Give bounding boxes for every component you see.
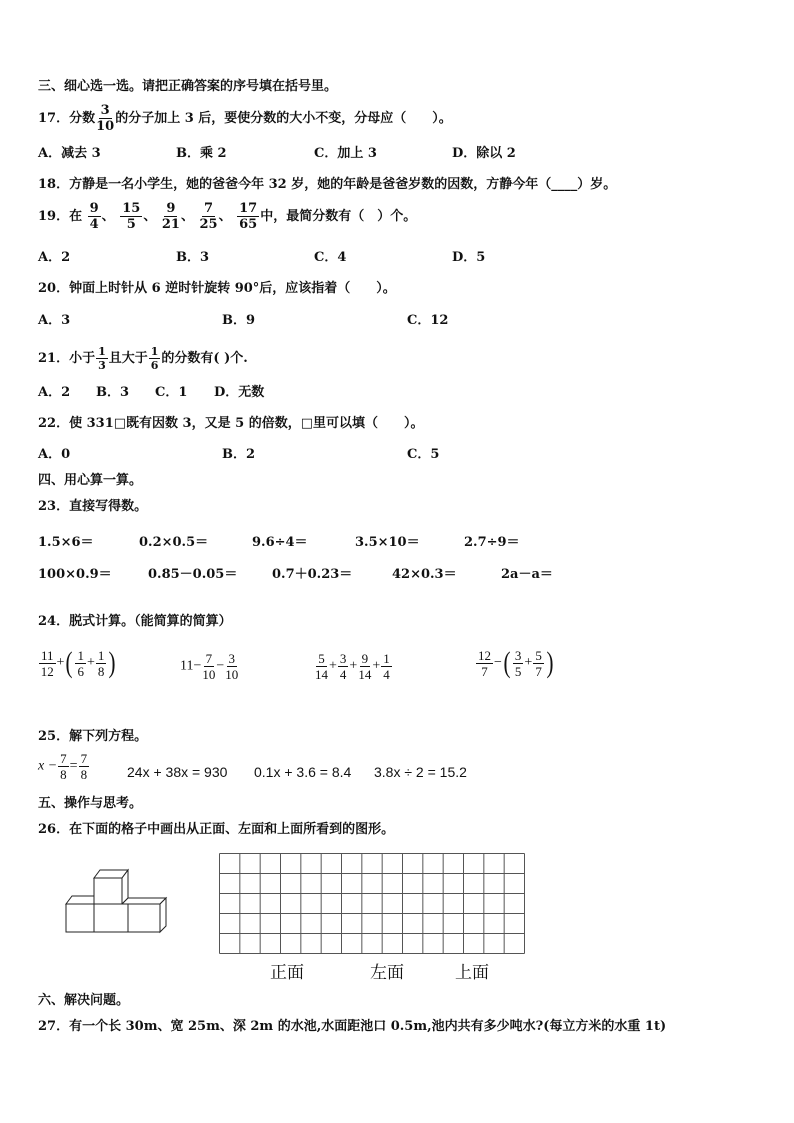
- q22-option-b: B．2: [222, 447, 256, 462]
- section-5-heading: 五、操作与思考。: [38, 796, 143, 811]
- question-20: 20．钟面上时针从 6 逆时针旋转 90°后，应该指着（ ）。: [38, 281, 396, 296]
- question-24-title: 24．脱式计算。（能简算的简算）: [38, 614, 232, 629]
- expression-24-1: $\frac{11}{12}$ +( $\frac{1}{6}$ + $\frac{1}{8}$ ): [40, 646, 116, 679]
- q19-option-d: D．5: [452, 250, 486, 265]
- q19-option-a: A．2: [38, 250, 71, 265]
- q17-option-d: D．除以 2: [452, 146, 516, 161]
- equation-25-2: 24x + 38x = 930: [127, 764, 228, 780]
- calc-item: 2a－a＝: [501, 567, 553, 582]
- q21-option-b: B．3: [96, 385, 130, 400]
- equation-25-1: x − $\frac{7}{8}$ = $\frac{7}{8}$: [38, 751, 88, 782]
- equation-25-4: 3.8x ÷ 2 = 15.2: [374, 764, 467, 780]
- section-3-heading: 三、细心选一选。请把正确答案的序号填在括号里。: [38, 79, 338, 94]
- label-left-view: 左面: [370, 963, 404, 983]
- q19-option-c: C．4: [314, 250, 347, 265]
- q20-option-b: B．9: [222, 313, 256, 328]
- section-6-heading: 六、解决问题。: [38, 993, 130, 1008]
- section-4-heading: 四、用心算一算。: [38, 473, 143, 488]
- expression-24-2: 11− $\frac{7}{10}$ − $\frac{3}{10}$: [180, 651, 239, 682]
- question-21: 21．小于 $\frac{1}{3}$ 且大于 $\frac{1}{6}$ 的分数有( )个.: [38, 345, 248, 372]
- question-17: 17．分数 $\frac{3}{10}$ 的分子加上 3 后，要使分数的大小不变，分母应（ ）。: [38, 103, 452, 134]
- q21-option-c: C．1: [155, 385, 188, 400]
- calc-item: 1.5×6＝: [38, 535, 94, 550]
- q17-option-c: C．加上 3: [314, 146, 377, 161]
- q17-option-b: B．乘 2: [176, 146, 227, 161]
- equation-25-3: 0.1x + 3.6 = 8.4: [254, 764, 352, 780]
- question-25-title: 25．解下列方程。: [38, 729, 148, 744]
- q17-option-a: A．减去 3: [38, 146, 101, 161]
- question-27: 27．有一个长 30m、宽 25m、深 2m 的水池,水面距池口 0.5m,池内共有多少吨水?(每立方米的水重 1t): [38, 1019, 667, 1034]
- calc-item: 0.7＋0.23＝: [272, 567, 353, 582]
- drawing-grid[interactable]: [219, 853, 525, 954]
- calc-item: 0.85－0.05＝: [148, 567, 238, 582]
- calc-item: 42×0.3＝: [392, 567, 457, 582]
- calc-item: 0.2×0.5＝: [139, 535, 209, 550]
- expression-24-4: $\frac{12}{7}$ −( $\frac{3}{5}$ + $\frac{5}{7}$ ): [478, 646, 554, 679]
- cube-figure: [60, 866, 170, 938]
- q20-option-a: A．3: [38, 313, 71, 328]
- question-19: 19．在 $\frac{9}{4}$ 、 $\frac{15}{5}$ 、 $\frac{9}{21}$ 、 $\frac{7}{25}$ 、 $\frac{17}{65}$ 中，最简分数有（ ）个。: [38, 201, 417, 232]
- q22-option-c: C．5: [407, 447, 440, 462]
- calc-item: 100×0.9＝: [38, 567, 112, 582]
- label-front-view: 正面: [270, 963, 304, 983]
- question-23-title: 23．直接写得数。: [38, 499, 148, 514]
- q21-option-d: D．无数: [214, 385, 265, 400]
- label-top-view: 上面: [455, 963, 489, 983]
- question-22: 22．使 331□既有因数 3，又是 5 的倍数，□里可以填（ ）。: [38, 416, 424, 431]
- q21-option-a: A．2: [38, 385, 71, 400]
- question-26-title: 26．在下面的格子中画出从正面、左面和上面所看到的图形。: [38, 822, 395, 837]
- calc-item: 2.7÷9＝: [464, 535, 520, 550]
- expression-24-3: $\frac{5}{14}$ + $\frac{3}{4}$ + $\frac{9}{14}$ + $\frac{1}{4}$: [315, 651, 390, 682]
- calc-item: 9.6÷4＝: [252, 535, 308, 550]
- calc-item: 3.5×10＝: [355, 535, 420, 550]
- q20-option-c: C．12: [407, 313, 449, 328]
- question-18: 18．方静是一名小学生，她的爸爸今年 32 岁，她的年龄是爸爸岁数的因数，方静今年（____）岁。: [38, 177, 617, 192]
- q22-option-a: A．0: [38, 447, 71, 462]
- q19-option-b: B．3: [176, 250, 210, 265]
